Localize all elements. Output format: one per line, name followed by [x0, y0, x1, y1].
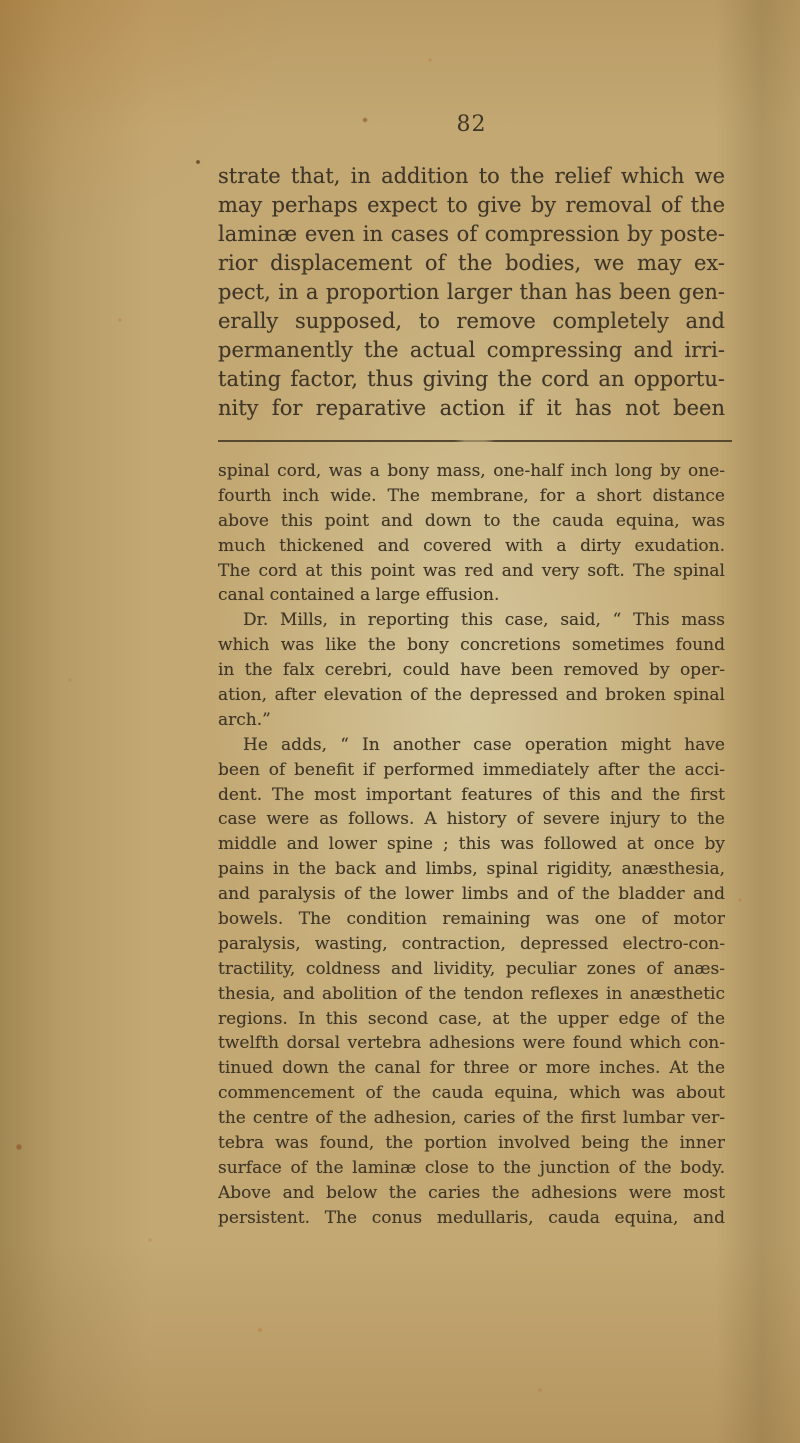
footnote-line: Above and below the caries the adhesions were most: [218, 1182, 725, 1203]
page-number: 82: [456, 112, 487, 137]
footnote-line: tebra was found, the portion involved being the inner: [218, 1133, 725, 1154]
footnote-text: [218, 459, 725, 1231]
footnote-line: spinal cord, was a bony mass, one-half inch long by one-: [218, 461, 725, 481]
footnote-line: surface of the laminæ close to the junction of the body.: [218, 1157, 725, 1178]
footnote-line: twelfth dorsal vertebra adhesions were found which con-: [218, 1033, 725, 1054]
main-text-line: rior displacement of the bodies, we may ex-: [218, 251, 725, 275]
footnote-line: paralysis, wasting, contraction, depressed electro-con-: [218, 933, 725, 954]
footnote-line: arch.”: [218, 709, 271, 730]
footnote-separator-rule: [218, 440, 732, 442]
footnote-line: canal contained a large effusion.: [218, 585, 500, 606]
footnote-line: middle and lower spine ; this was followed at once by: [218, 834, 725, 855]
footnote-line: case were as follows. A history of severe injury to the: [218, 809, 725, 830]
footnote-line: dent. The most important features of this and the first: [218, 784, 725, 805]
footnote-line: bowels. The condition remaining was one of motor: [218, 909, 725, 930]
footnote-line: tractility, coldness and lividity, peculiar zones of anæs-: [218, 958, 725, 979]
footnote-line: pains in the back and limbs, spinal rigidity, anæsthesia,: [218, 859, 725, 880]
footnote-line: been of benefit if performed immediately after the acci-: [218, 759, 725, 780]
footnote-line: He adds, “ In another case operation might have: [243, 734, 725, 755]
footnote-line: commencement of the cauda equina, which was about: [218, 1083, 725, 1104]
footnote-line: persistent. The conus medullaris, cauda equina, and: [218, 1207, 725, 1228]
main-text-line: may perhaps expect to give by removal of the: [218, 193, 725, 217]
footnote-line: ation, after elevation of the depressed and broken spinal: [218, 685, 725, 706]
main-text-line: laminæ even in cases of compression by poste-: [218, 222, 725, 246]
main-text-line: tating factor, thus giving the cord an opportu-: [218, 367, 725, 391]
footnote-line: The cord at this point was red and very soft. The spinal: [218, 560, 725, 581]
footnote-line: tinued down the canal for three or more inches. At the: [218, 1058, 725, 1079]
footnote-line: in the falx cerebri, could have been removed by oper-: [218, 660, 725, 681]
footnote-line: fourth inch wide. The membrane, for a short distance: [218, 485, 725, 506]
main-text: [218, 162, 725, 423]
footnote-line: much thickened and covered with a dirty exudation.: [218, 535, 725, 556]
footnote-line: Dr. Mills, in reporting this case, said, “ This mass: [243, 610, 725, 631]
main-text-line: permanently the actual compressing and irri-: [218, 338, 725, 362]
main-text-line: pect, in a proportion larger than has been gen-: [218, 280, 725, 304]
footnote-line: above this point and down to the cauda equina, was: [218, 510, 725, 531]
main-text-line: strate that, in addition to the relief which we: [218, 164, 725, 188]
main-text-line: nity for reparative action if it has not been: [218, 396, 725, 420]
footnote-line: regions. In this second case, at the upper edge of the: [218, 1008, 725, 1029]
footnote-line: and paralysis of the lower limbs and of the bladder and: [218, 884, 725, 905]
footnote-line: the centre of the adhesion, caries of the first lumbar ver-: [218, 1108, 725, 1129]
main-text-line: erally supposed, to remove completely and: [218, 309, 725, 333]
footnote-line: thesia, and abolition of the tendon reflexes in anæsthetic: [218, 983, 725, 1004]
footnote-line: which was like the bony concretions sometimes found: [218, 635, 725, 656]
